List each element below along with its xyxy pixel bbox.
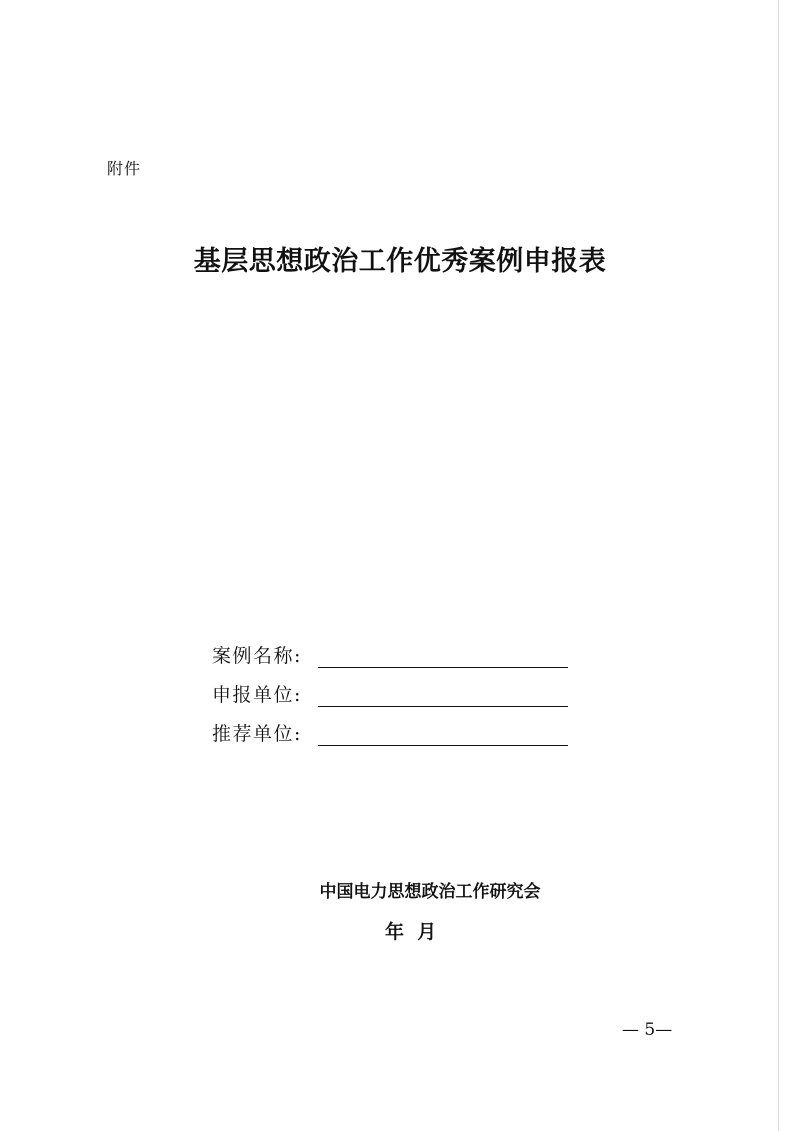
applicant-unit-label: 申报单位: <box>212 684 302 706</box>
case-name-fill-line[interactable] <box>318 644 568 668</box>
field-row-applicant-unit <box>212 683 592 707</box>
organization-name: 中国电力思想政治工作研究会 <box>319 882 541 902</box>
recommending-unit-fill-line[interactable] <box>318 722 568 746</box>
case-name-label: 案例名称: <box>212 645 302 667</box>
applicant-unit-fill-line[interactable] <box>318 683 568 707</box>
page-number: — 5— <box>622 1020 673 1040</box>
form-title: 基层思想政治工作优秀案例申报表 <box>193 246 607 277</box>
page-edge-line <box>778 0 779 1131</box>
attachment-label: 附件 <box>107 159 142 178</box>
form-fields <box>212 644 592 761</box>
field-row-recommending-unit <box>212 722 592 746</box>
field-row-case-name <box>212 644 592 668</box>
recommending-unit-label: 推荐单位: <box>212 723 302 745</box>
date-line: 年 月 <box>385 921 437 943</box>
